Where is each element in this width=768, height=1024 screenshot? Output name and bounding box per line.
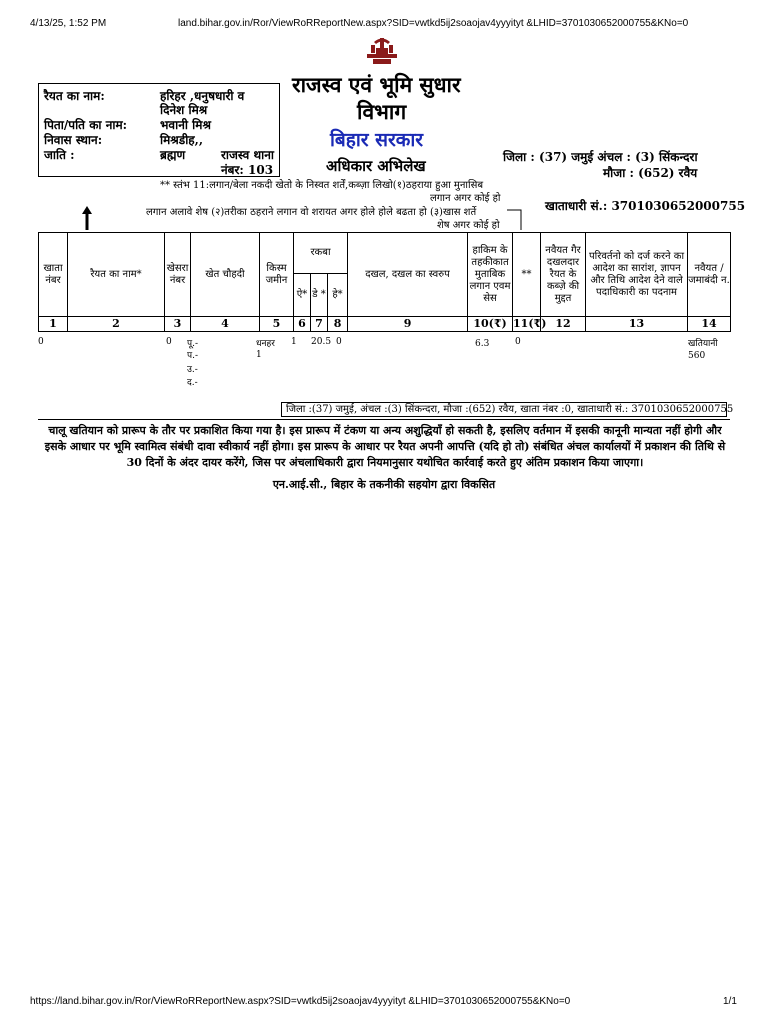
- col-number: 1: [39, 317, 68, 332]
- col-number: 11(₹): [513, 317, 547, 330]
- col-number: 6: [294, 317, 311, 332]
- col-number: 14: [688, 317, 731, 332]
- summary-line: जिला :(37) जमुई, अंचल :(3) सिंकन्दरा, मौजा :(652) रवैय, खाता नंबर :0, खाताधारी सं.: 3701030652000755: [281, 402, 727, 417]
- header-hectare: हे*: [328, 274, 348, 317]
- header-raiyat-name: रैयत का नाम*: [68, 233, 165, 317]
- caste-value: ब्रह्मण: [160, 148, 186, 162]
- header-acre: ऐ*: [294, 274, 311, 317]
- page-number: 1/1: [723, 996, 737, 1007]
- decimal-value: 20.5: [311, 337, 332, 347]
- up-arrow-icon: [80, 205, 94, 231]
- father-value: भवानी मिश्र: [160, 118, 211, 132]
- col-number: 5: [260, 317, 294, 332]
- note-line2: लगान अगर कोई हो: [430, 193, 501, 204]
- jamabandi-number: 560: [688, 351, 706, 361]
- header-rakba: रकबा: [294, 233, 348, 274]
- header-decimal: डे *: [311, 274, 328, 317]
- khesra-value: 0: [166, 337, 172, 347]
- header-khesra-number: खेसरा नंबर: [165, 233, 191, 317]
- print-url: land.bihar.gov.in/Ror/ViewRoRReportNew.aspx?SID=vwtkd5ij2soaojav4yyyityt &LHID=3701030652000755&KNo=0: [178, 18, 689, 29]
- note-line3: लगान अलावे शेष (२)तरीका ठहराने लगान वो शरायत अगर होले होले बढता हो (३)खास शर्ते: [146, 207, 477, 218]
- header-boundary: खेत चौहदी: [191, 233, 260, 317]
- col-number: 8: [328, 317, 348, 332]
- header-possession-duration: नवैयत गैर दखलदार रैयत के कब्ज़े की मुद्दत: [541, 233, 586, 317]
- col-number: 3: [165, 317, 191, 332]
- raiyat-label: रैयत का नाम:: [44, 89, 105, 103]
- note-line1: ** स्तंभ 11:लगान/बेला नकदी खेतो के निस्वत शर्तें,कब्ज़ा लिखो(१)ठहराया हुआ मुनासिब: [160, 180, 484, 191]
- boundary-east: पू.-: [187, 339, 199, 349]
- caste-label: जाति :: [44, 148, 75, 162]
- lagan-value: 6.3: [475, 339, 490, 349]
- note-line4: शेष अगर कोई हो: [437, 220, 500, 231]
- boundary-north: उ.-: [187, 365, 198, 375]
- col-number: 2: [68, 317, 165, 332]
- header-possession: दखल, दखल का स्वरुप: [348, 233, 468, 317]
- col-number: 10(₹): [468, 317, 513, 332]
- residence-value: मिश्रडीह,,: [160, 133, 204, 147]
- header-order-summary: परिवर्तनो को दर्ज करने का आदेश का सारांश, ज्ञापन और तिथि आदेश देने वाले पदाधिकारी का पदनाम: [586, 233, 688, 317]
- divider: [38, 419, 730, 420]
- col-number: 4: [191, 317, 260, 332]
- raiyat-value-line1: हरिहर ,धनुषधारी व: [160, 89, 245, 103]
- col-number: 13: [586, 317, 688, 332]
- land-type-number: 1: [256, 350, 262, 360]
- col-number: 7: [311, 317, 328, 332]
- col-number: 12: [541, 317, 586, 332]
- nic-credit: एन.आई.सी., बिहार के तकनीकी सहयोग द्वारा विकसित: [272, 478, 496, 491]
- father-label: पिता/पति का नाम:: [44, 118, 128, 132]
- land-type-value: धनहर: [256, 339, 275, 349]
- disclaimer-text: चालू खतियान को प्रारूप के तौर पर प्रकाशित किया गया है। इस प्रारूप में टंकण या अन्य अशुद्धियाँ हो सकती है, इसलिए वर्तमान में इसकी कानूनी मान्यता नहीं होगी और इसके आधार पर भूमि स्वामित्व संबंधी दावा स्वीकार्य नहीं होगा। इस प्रारूप के आधार पर रैयत अपनी आपत्ति (यदि हो तो) संबंधित अंचल कार्यालयों में प्रकाशन की तिथि से 30 दिनों के अंदर दायर करेंगे, जिस पर अंचलाधिकारी द्वारा नियमानुसार यथोचित कार्रवाई करते हुए अंतिम प्रकाशन किया जाएगा।: [44, 424, 726, 469]
- jamabandi-type: खतियानी: [688, 339, 718, 349]
- header-khata-number: खाता नंबर: [39, 233, 68, 317]
- record-title: अधिकार अभिलेख: [326, 157, 426, 175]
- header-land-type: किस्म जमीन: [260, 233, 294, 317]
- acre-value: 1: [291, 337, 297, 347]
- raiyat-value-line2: दिनेश मिश्र: [160, 103, 208, 117]
- footer-url: https://land.bihar.gov.in/Ror/ViewRoRReportNew.aspx?SID=vwtkd5ij2soaojav4yyyityt &LHID=3701030652000755&KNo=0: [30, 996, 571, 1007]
- hectare-value: 0: [336, 337, 342, 347]
- cess-value: 0: [515, 337, 521, 347]
- thana-value: नंबर: 103: [221, 163, 274, 177]
- department-title-line2: विभाग: [357, 99, 407, 124]
- government-title: बिहार सरकार: [330, 129, 424, 151]
- boundary-west: प.-: [187, 351, 199, 361]
- district-anchal: जिला : (37) जमुई अंचल : (3) सिंकन्दरा: [503, 150, 698, 164]
- print-datetime: 4/13/25, 1:52 PM: [30, 18, 107, 29]
- khatadhari-number: खाताधारी सं.: 3701030652000755: [545, 199, 746, 213]
- col-number: 9: [348, 317, 468, 332]
- thana-label: राजस्व थाना: [221, 148, 274, 162]
- boundary-south: द.-: [187, 378, 198, 388]
- header-col11: **: [513, 233, 541, 317]
- khata-value: 0: [38, 337, 44, 347]
- residence-label: निवास स्थान:: [44, 133, 103, 147]
- bihar-emblem-icon: [365, 36, 399, 66]
- record-table: [38, 232, 731, 332]
- note-bracket: [505, 208, 525, 232]
- department-title-line1: राजस्व एवं भूमि सुधार: [292, 72, 461, 97]
- header-jamabandi: नवैयत / जमाबंदी न.: [688, 233, 731, 317]
- header-lagan-cess: हाकिम के तहकीकात मुताबिक लगान एवम सेस: [468, 233, 513, 317]
- mauza: मौजा : (652) रवैय: [603, 166, 698, 180]
